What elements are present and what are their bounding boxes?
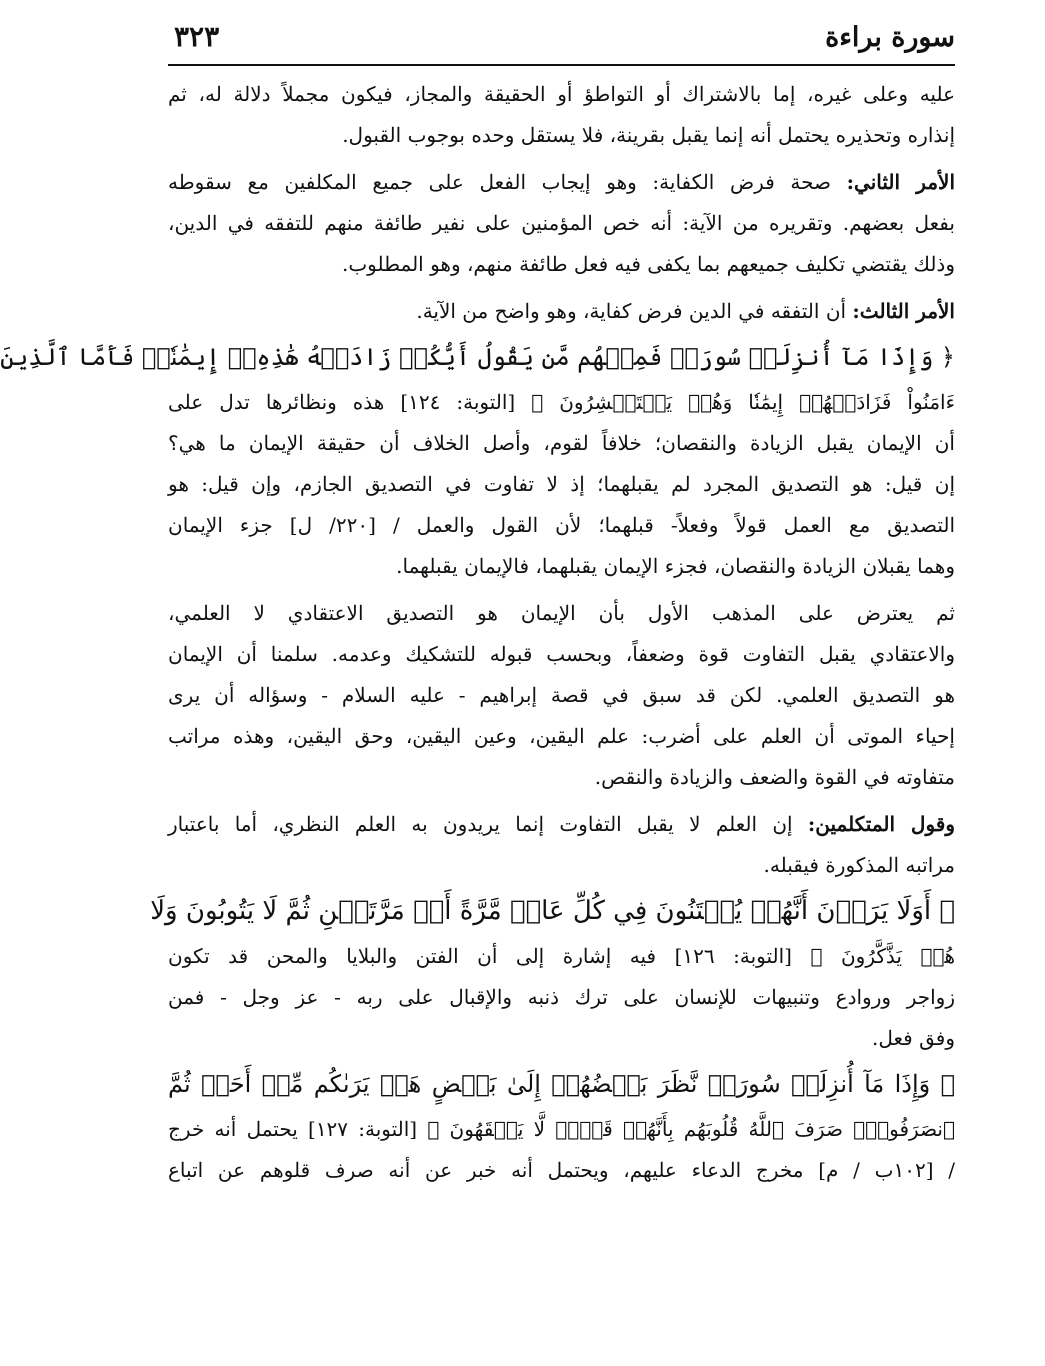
text-line: والاعتقادي يقبل التفاوت قوة وضعفاً، وبحسب قبوله للتشكيك وعدمه. سلمنا أن الإيمان (168, 642, 955, 666)
text-run: صحة فرض الكفاية: وهو إيجاب الفعل على جميع المكلفين مع سقوطه (168, 170, 832, 194)
text-line: ثم يعترض على المذهب الأول بأن الإيمان هو التصديق الاعتقادي لا العلمي، (168, 601, 955, 625)
text-line: إنذاره وتحذيره يحتمل أنه إنما يقبل بقرينة، فلا يستقل وحده بوجوب القبول. (342, 123, 955, 147)
heading-second: الأمر الثاني: (846, 170, 956, 194)
text-line: وهما يقبلان الزيادة والنقصان، فجزء الإيمان يقبلهما، فالإيمان يقبلهما. (396, 554, 955, 578)
text-line (168, 804, 955, 845)
text-line: التصديق مع العمل قولاً وفعلاً- قبلهما؛ لأن القول والعمل / [٢٢٠/ ل] جزء الإيمان (168, 513, 956, 537)
text-line: متفاوته في القوة والضعف والزيادة والنقص. (594, 765, 955, 789)
text-run: إن العلم لا يقبل التفاوت إنما يريدون به العلم النظري، أما باعتبار (168, 812, 793, 836)
text-line: هو التصديق العلمي. لكن قد سبق في قصة إبراهيم - عليه السلام - وسؤاله أن يرى (168, 683, 955, 707)
heading-mutakallimin: وقول المتكلمين: (807, 812, 955, 836)
document-page (0, 18, 956, 1348)
page-header (168, 18, 955, 66)
text-line: زواجر وروادع وتنبيهات للإنسان على ترك ذنبه والإقبال على ربه - عز وجل - فمن (168, 985, 955, 1009)
quran-verse-line: ﴿ وَإِذَا مَآ أُنزِلَتۡ سُورَةٞ فَمِنۡهُم مَّن يَقُولُ أَيُّكُمۡ زَادَتۡهُ هَٰذِهِۦٓ إِيمَٰنٗاۚ فَأَمَّا ٱلَّذِينَ (0, 343, 955, 371)
text-line: إحياء الموتى أن العلم على أضرب: علم اليقين، وعين اليقين، وحق اليقين، وهذه مراتب (168, 724, 955, 748)
quran-verse-line: ﴿ وَإِذَا مَآ أُنزِلَتۡ سُورَةٞ نَّظَرَ بَعۡضُهُمۡ إِلَىٰ بَعۡضٍ هَلۡ يَرَىٰكُم مِّنۡ أَحَدٖ ثُمَّ (168, 1070, 955, 1098)
text-line: / [١٠٢ب / م] مخرج الدعاء عليهم، ويحتمل أنه خبر عن أنه صرف قلوهم عن اتباع (168, 1158, 956, 1182)
text-line: ٱنصَرَفُواْۚ صَرَفَ ٱللَّهُ قُلُوبَهُم بِأَنَّهُمۡ قَوۡمٞ لَّا يَفۡقَهُونَ ﴾ [التوبة: ١٢٧] يحتمل أنه خرج (168, 1117, 955, 1141)
text-line: بفعل بعضهم. وتقريره من الآية: أنه خص المؤمنين على نفير طائفة منهم للتفقه في الدين، (168, 211, 955, 235)
text-line: إن قيل: هو التصديق المجرد لم يقبلهما؛ إذ لا تفاوت في التصديق الجازم، وإن قيل: هو (168, 472, 956, 496)
page-body (0, 74, 956, 1191)
text-line: وذلك يقتضي تكليف جميعهم بما يكفى فيه فعل طائفة منهم، وهو المطلوب. (341, 252, 955, 276)
surah-title: سورة براءة (825, 22, 955, 53)
text-line: مراتبه المذكورة فيقبله. (763, 853, 955, 877)
text-line (168, 162, 955, 203)
text-line: عليه وعلى غيره، إما بالاشتراك أو التواطؤ أو الحقيقة والمجاز، فيكون مجملاً دلالة له، ثم (168, 82, 955, 106)
text-line: أن الإيمان يقبل الزيادة والنقصان؛ خلافاً لقوم، وأصل الخلاف أن حقيقة الإيمان ما هي؟ (168, 431, 955, 455)
page-number: ٣٢٣ (174, 20, 220, 53)
text-line: ءَامَنُواْ فَزَادَتۡهُمۡ إِيمَٰنٗا وَهُمۡ يَسۡتَبۡشِرُونَ ﴾ [التوبة: ١٢٤] هذه ونظائرها تدل على (168, 390, 955, 414)
text-line (168, 291, 955, 332)
heading-third: الأمر الثالث: (852, 299, 955, 323)
text-run: أن التفقه في الدين فرض كفاية، وهو واضح من الآية. (416, 299, 847, 323)
quran-verse-line: ﴿ أَوَلَا يَرَوۡنَ أَنَّهُمۡ يُفۡتَنُونَ فِي كُلِّ عَامٖ مَّرَّةً أَوۡ مَرَّتَيۡنِ ثُمَّ لَا يَتُوبُونَ وَلَا (150, 896, 955, 926)
text-line: وفق فعل. (872, 1026, 955, 1050)
text-line: هُمۡ يَذَّكَّرُونَ ﴾ [التوبة: ١٢٦] فيه إشارة إلى أن الفتن والبلايا والمحن قد تكون (168, 944, 956, 968)
